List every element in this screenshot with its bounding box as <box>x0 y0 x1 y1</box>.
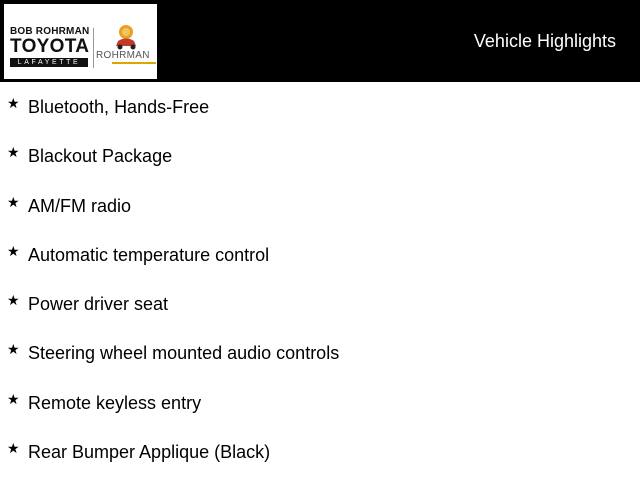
list-item <box>0 82 640 131</box>
logo-line-2: TOYOTA <box>10 36 90 57</box>
star-icon: ★ <box>7 441 20 458</box>
list-item <box>0 328 640 377</box>
star-icon: ★ <box>7 391 20 408</box>
rohrman-logo-underline <box>112 62 156 64</box>
vehicle-highlights-list <box>0 82 640 476</box>
list-item <box>0 131 640 180</box>
star-icon: ★ <box>7 145 20 162</box>
list-item <box>0 279 640 328</box>
dealer-logo <box>4 4 157 79</box>
list-item <box>0 378 640 427</box>
highlight-label: Power driver seat <box>28 294 169 315</box>
list-item <box>0 427 640 476</box>
star-icon: ★ <box>7 194 20 211</box>
star-icon: ★ <box>7 96 20 112</box>
dealer-logo-wordmark <box>10 26 92 67</box>
list-item <box>0 181 640 230</box>
highlight-label: Rear Bumper Applique (Black) <box>28 442 271 463</box>
star-icon: ★ <box>7 342 20 359</box>
logo-line-1: BOB ROHRMAN <box>10 26 90 37</box>
page-title: Vehicle Highlights <box>473 31 616 51</box>
header-bar <box>0 0 640 82</box>
highlight-label: AM/FM radio <box>28 195 132 216</box>
logo-line-3: LAFAYETTE <box>10 58 88 67</box>
highlight-label: Bluetooth, Hands-Free <box>28 97 210 117</box>
lion-mascot-icon <box>110 24 146 50</box>
highlight-label: Steering wheel mounted audio controls <box>28 343 340 364</box>
rohrman-logo-text: ROHRMAN <box>96 50 150 61</box>
highlight-label: Automatic temperature control <box>28 244 270 265</box>
highlight-label: Remote keyless entry <box>28 392 202 413</box>
star-icon: ★ <box>7 293 20 310</box>
list-item <box>0 230 640 279</box>
highlight-label: Blackout Package <box>28 146 173 167</box>
star-icon: ★ <box>7 243 20 260</box>
logo-divider <box>93 28 94 68</box>
rohrman-logo <box>96 24 156 72</box>
